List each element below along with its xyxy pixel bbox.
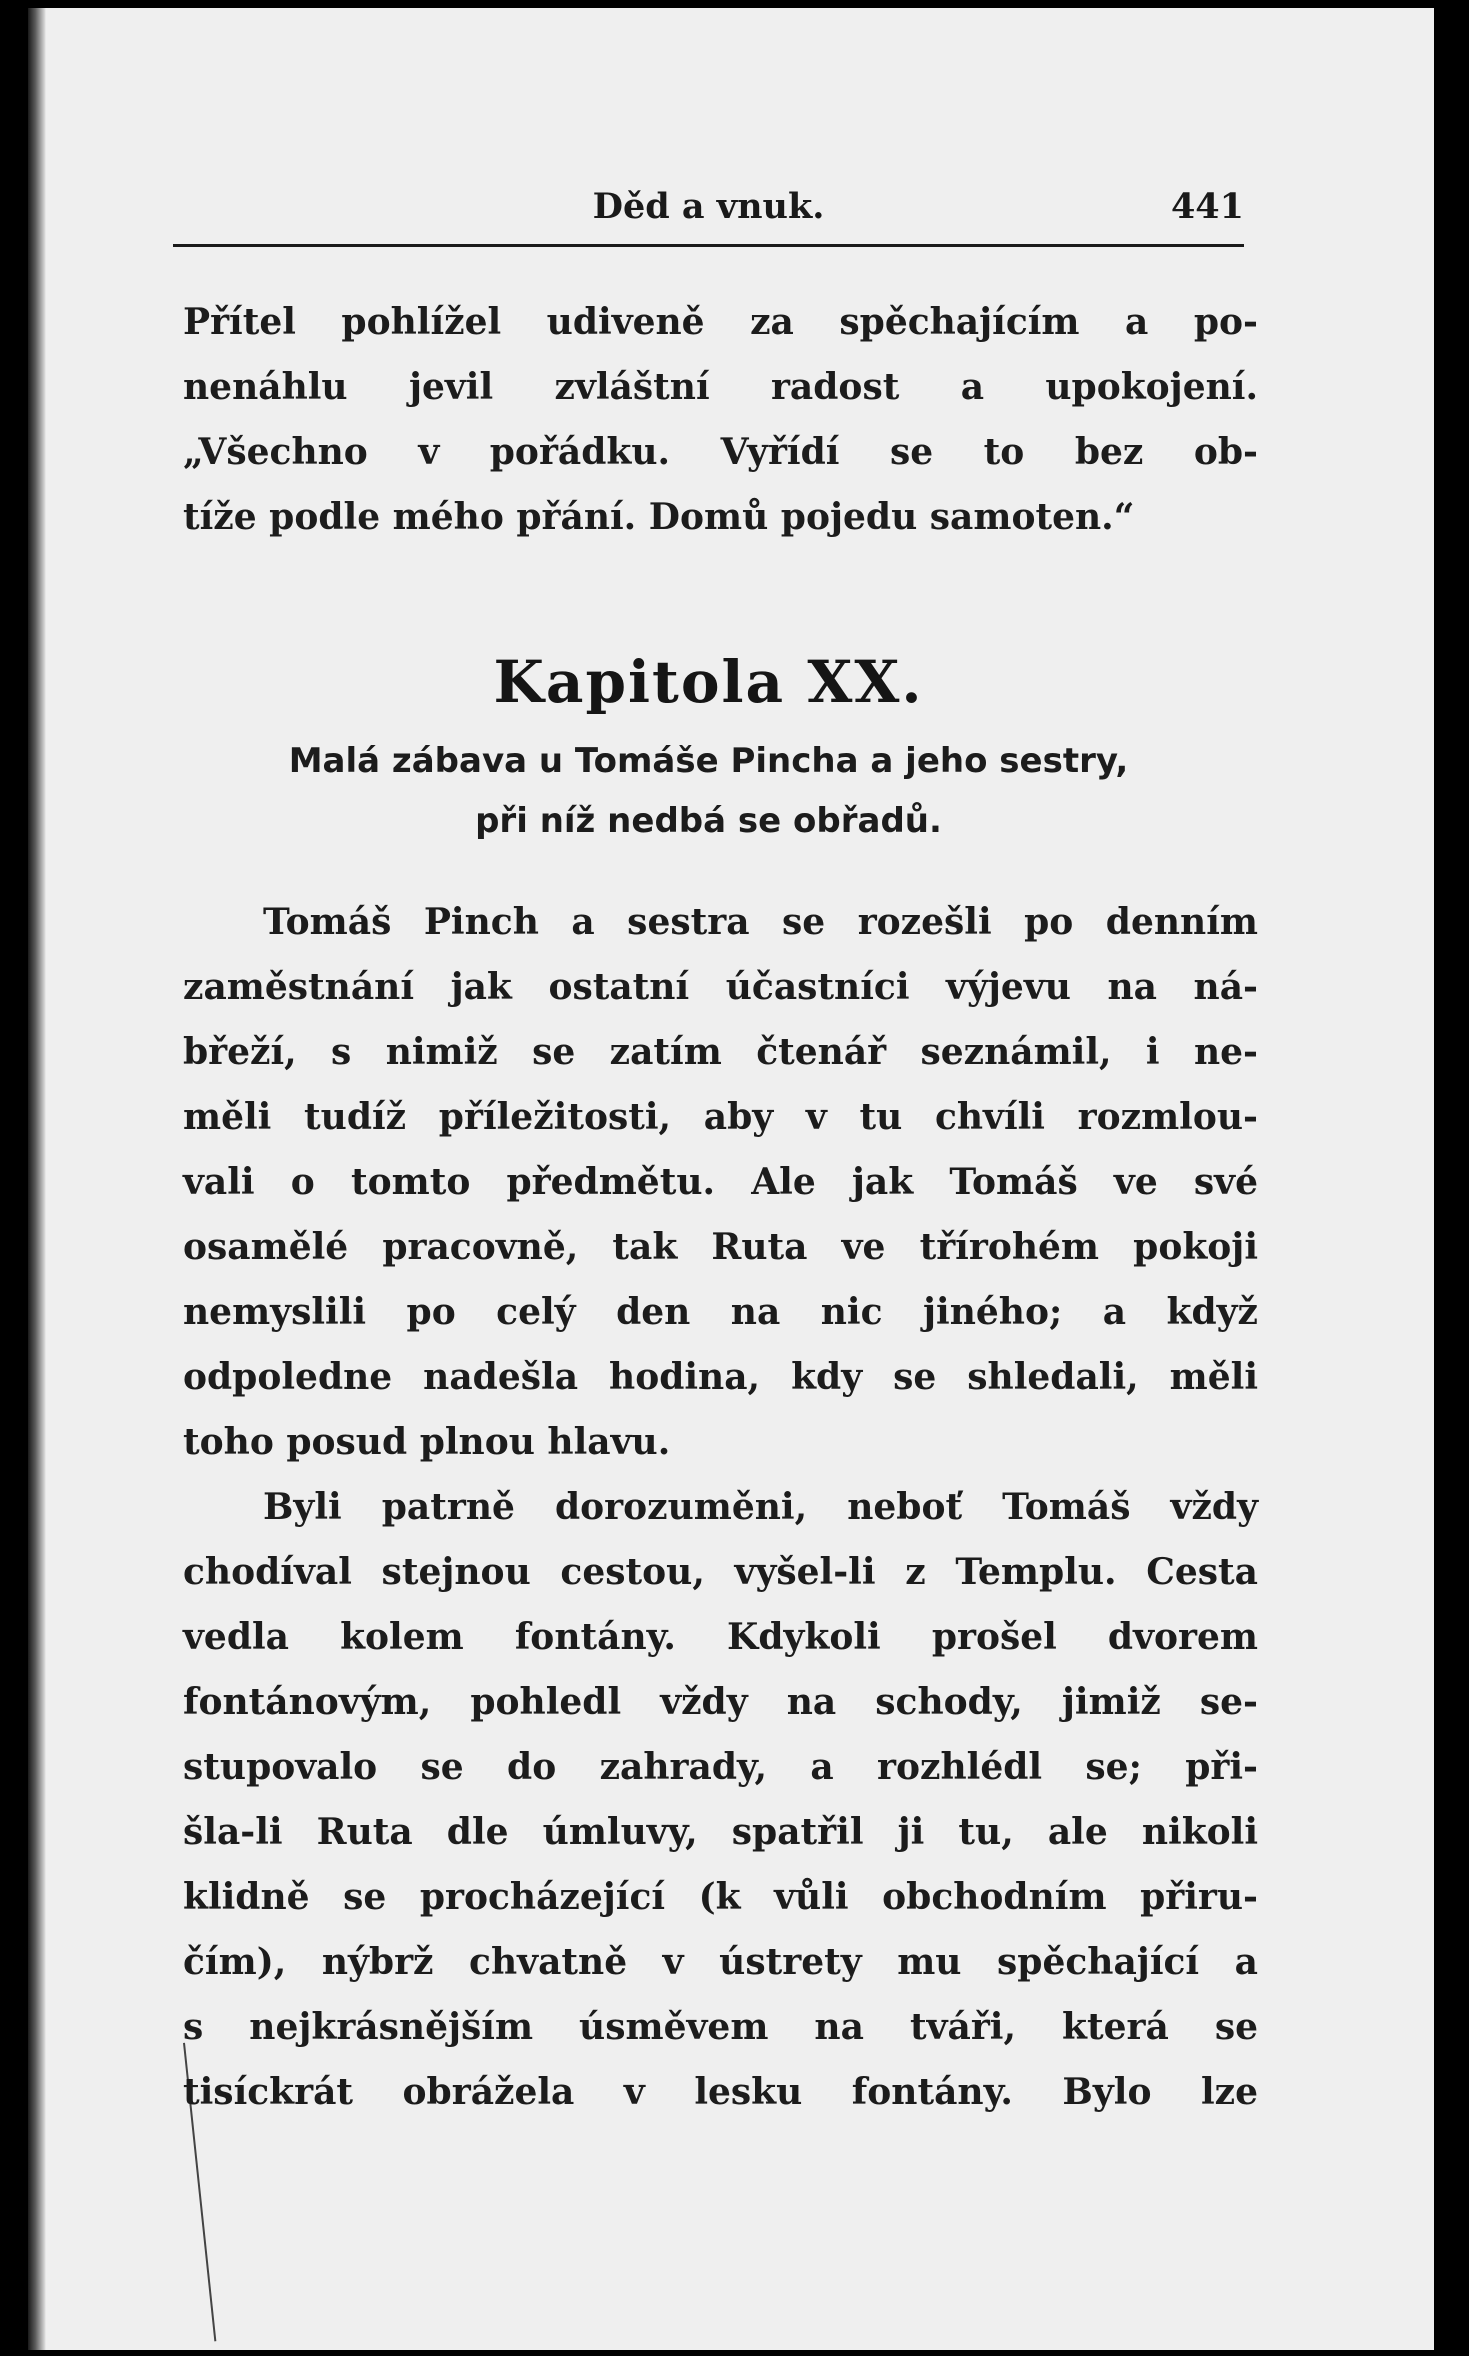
text-line: Byli patrně dorozuměni, neboť Tomáš vždy	[263, 1486, 1258, 1528]
opening-paragraph	[183, 290, 1258, 550]
chapter-subtitle-line: Malá zábava u Tomáše Pincha a jeho sestry,	[288, 741, 1129, 781]
text-line: toho posud plnou hlavu.	[183, 1421, 671, 1463]
text-line: břeží, s nimiž se zatím čtenář seznámil, i ne-	[183, 1031, 1258, 1073]
page-header	[173, 186, 1244, 234]
text-line: osamělé pracovně, tak Ruta ve třírohém pokoji	[183, 1226, 1258, 1268]
text-line: klidně se procházející (k vůli obchodním přiru-	[183, 1876, 1258, 1918]
paragraph-1	[183, 890, 1258, 1475]
header-rule	[173, 244, 1244, 247]
text-line: odpoledne nadešla hodina, kdy se shledali, měli	[183, 1356, 1258, 1398]
text-line: čím), nýbrž chvatně v ústrety mu spěchající a	[183, 1941, 1258, 1983]
text-line: Přítel pohlížel udiveně za spěchajícím a po-	[183, 301, 1258, 343]
text-line: vali o tomto předmětu. Ale jak Tomáš ve své	[183, 1161, 1258, 1203]
text-line: měli tudíž příležitosti, aby v tu chvíli rozmlou-	[183, 1096, 1258, 1138]
text-line: šla-li Ruta dle úmluvy, spatřil ji tu, ale nikoli	[183, 1811, 1258, 1853]
chapter-title: Kapitola XX.	[493, 648, 924, 716]
page-number: 441	[1170, 186, 1244, 227]
chapter-subtitle-line: při níž nedbá se obřadů.	[475, 801, 942, 841]
text-line: nenáhlu jevil zvláštní radost a upokojení.	[183, 366, 1258, 408]
book-page	[28, 8, 1434, 2350]
text-line: „Všechno v pořádku. Vyřídí se to bez ob-	[183, 431, 1258, 473]
text-line: vedla kolem fontány. Kdykoli prošel dvorem	[183, 1616, 1258, 1658]
text-line: zaměstnání jak ostatní účastníci výjevu na ná-	[183, 966, 1258, 1008]
text-line: chodíval stejnou cestou, vyšel-li z Templu. Cesta	[183, 1551, 1258, 1593]
text-line: tisíckrát obrážela v lesku fontány. Bylo lze	[183, 2071, 1258, 2113]
running-head: Děd a vnuk.	[592, 186, 825, 227]
text-line: fontánovým, pohledl vždy na schody, jimiž se-	[183, 1681, 1258, 1723]
paragraph-2	[183, 1475, 1258, 2125]
binding-shadow	[28, 8, 46, 2350]
text-line: tíže podle mého přání. Domů pojedu samoten.“	[183, 496, 1135, 538]
text-line: stupovalo se do zahrady, a rozhlédl se; při-	[183, 1746, 1258, 1788]
text-line: Tomáš Pinch a sestra se rozešli po denním	[263, 901, 1258, 943]
text-line: s nejkrásnějším úsměvem na tváři, která se	[183, 2006, 1258, 2048]
text-line: nemyslili po celý den na nic jiného; a když	[183, 1291, 1258, 1333]
